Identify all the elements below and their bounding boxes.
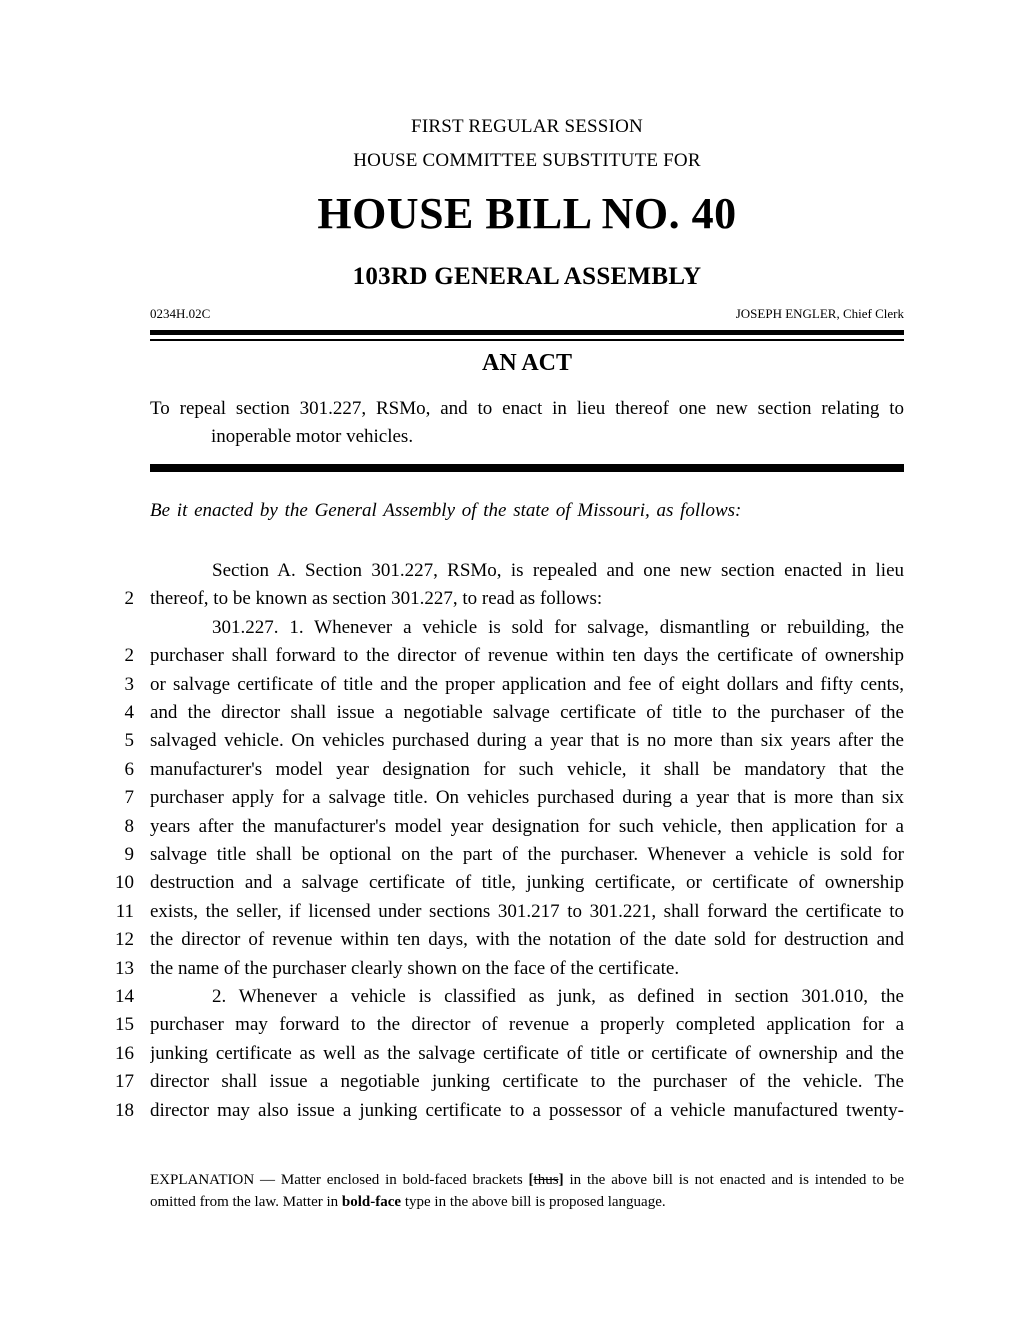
line-number: 14 (115, 986, 134, 1007)
explanation-middle: in the above bill is not enacted and is intended to be omitted from the law. Matter in (150, 1172, 905, 1210)
session-label: FIRST REGULAR SESSION (411, 116, 643, 137)
line-number: 7 (124, 787, 134, 809)
line-number (100, 557, 134, 585)
bold-face-example: bold-face (341, 1194, 402, 1210)
bill-text-line: or salvage certificate of title and the proper application and fee of eight dollars and fifty cents, (150, 673, 904, 695)
bill-text-line: manufacturer's model year designation for such vehicle, it shall be mandatory that the (150, 758, 904, 780)
bill-text-line: Section A. Section 301.227, RSMo, is repealed and one new section enacted in lieu (212, 560, 904, 581)
line-number: 12 (115, 929, 134, 951)
line-number: 6 (124, 758, 134, 780)
enacting-clause: Be it enacted by the General Assembly of the state of Missouri, as follows: (150, 500, 742, 521)
bracket-open: [ (528, 1172, 534, 1188)
bill-text-line: thereof, to be known as section 301.227, to read as follows: (150, 588, 603, 610)
line-number: 8 (124, 815, 134, 837)
bill-text-line: director shall issue a negotiable junking certificate to the purchaser of the vehicle. The (150, 1071, 904, 1093)
line-number: 11 (115, 900, 134, 922)
line-number: 13 (115, 957, 134, 979)
bill-text-line: destruction and a salvage certificate of title, junking certificate, or certificate of ownership (150, 872, 904, 894)
bill-text-line: director may also issue a junking certificate to a possessor of a vehicle manufactured twenty- (150, 1099, 904, 1121)
bill-text-line: the director of revenue within ten days, with the notation of the date sold for destruction and (150, 929, 904, 951)
act-heading: AN ACT (481, 350, 572, 376)
line-number: 9 (124, 844, 134, 865)
bill-text-line: and the director shall issue a negotiable salvage certificate of title to the purchaser of the (150, 702, 904, 723)
substitute-label: HOUSE COMMITTEE SUBSTITUTE FOR (353, 150, 701, 171)
line-number (100, 614, 134, 642)
act-purpose-line-2: inoperable motor vehicles. (211, 426, 414, 447)
line-number: 16 (115, 1042, 134, 1064)
assembly-label: 103RD GENERAL ASSEMBLY (352, 263, 702, 290)
line-number: 4 (124, 702, 134, 723)
line-number: 2 (124, 588, 134, 610)
line-number: 17 (115, 1071, 134, 1093)
bill-text-line: purchaser shall forward to the director of revenue within ten days the certificate of ownership (150, 645, 904, 667)
line-number: 3 (124, 673, 134, 695)
chief-clerk: JOSEPH ENGLER, Chief Clerk (735, 306, 904, 321)
line-number: 15 (115, 1014, 134, 1036)
bill-text-line: salvage title shall be optional on the part of the purchaser. Whenever a vehicle is sold for (150, 844, 904, 865)
bill-text-line: years after the manufacturer's model year designation for such vehicle, then application for a (150, 815, 904, 837)
explanation-note (150, 1169, 904, 1213)
header-rule-thick (150, 330, 904, 335)
line-number: 10 (115, 872, 134, 894)
bracket-close: ] (558, 1172, 564, 1188)
bill-text-line: junking certificate as well as the salvage certificate of title or certificate of ownership and the (150, 1042, 904, 1064)
header-rule-thin (150, 339, 904, 341)
bill-text-line: purchaser apply for a salvage title. On vehicles purchased during a year that is more than six (150, 787, 904, 809)
explanation-tail: type in the above bill is proposed language. (401, 1194, 666, 1210)
line-number: 5 (124, 730, 134, 752)
document-code: 0234H.02C (150, 306, 211, 321)
bill-text-line: 2. Whenever a vehicle is classified as junk, as defined in section 301.010, the (212, 986, 904, 1007)
bill-text-line: 301.227. 1. Whenever a vehicle is sold for salvage, dismantling or rebuilding, the (212, 616, 904, 638)
bill-text-line: exists, the seller, if licensed under sections 301.217 to 301.221, shall forward the certificate to (150, 900, 904, 922)
bill-title: HOUSE BILL NO. 40 (317, 189, 737, 238)
line-number: 2 (124, 645, 134, 667)
act-purpose-line-1: To repeal section 301.227, RSMo, and to enact in lieu thereof one new section relating to (150, 398, 904, 419)
explanation-lead: EXPLANATION — Matter enclosed in bold-faced brackets (150, 1172, 529, 1188)
bill-text-line: purchaser may forward to the director of revenue a properly completed application for a (150, 1014, 904, 1036)
bill-text-line: the name of the purchaser clearly shown on the face of the certificate. (150, 957, 680, 979)
line-number: 18 (115, 1099, 134, 1121)
act-rule (150, 464, 904, 472)
struck-example: thus (533, 1172, 559, 1188)
bill-text-line: salvaged vehicle. On vehicles purchased during a year that is no more than six years after the (150, 730, 904, 752)
